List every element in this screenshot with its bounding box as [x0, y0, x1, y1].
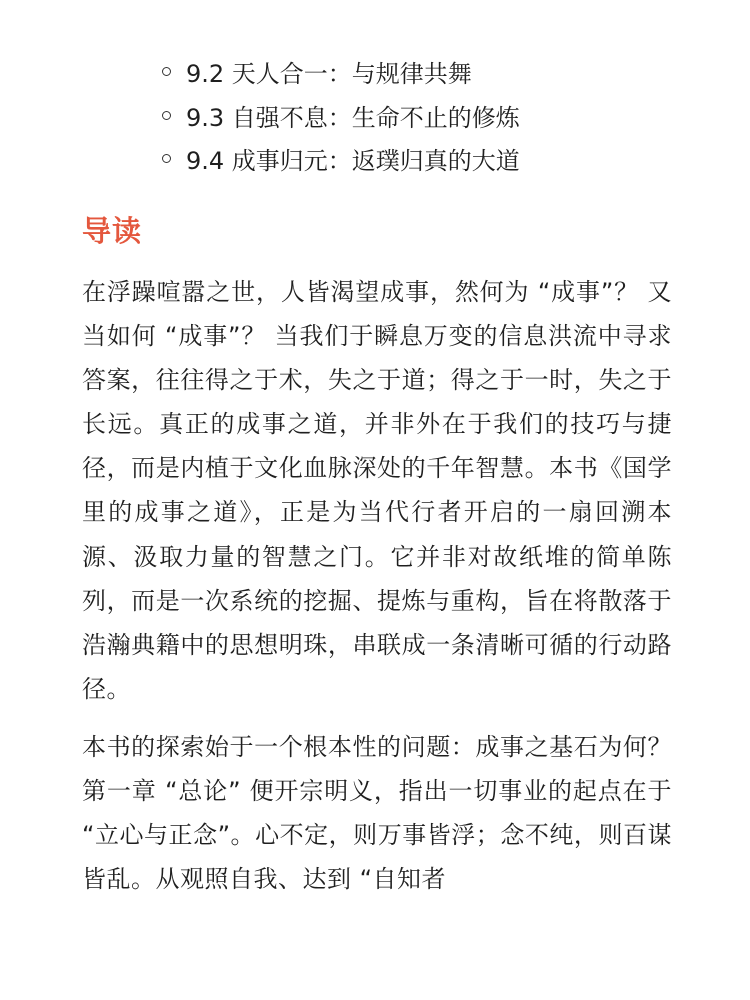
- hollow-circle-bullet-icon: [162, 67, 171, 76]
- paragraph: 本书的探索始于一个根本性的问题：成事之基石为何？第一章 “总论” 便开宗明义，指出一切事业的起点在于 “立心与正念”。心不定，则万事皆浮；念不纯，则百谋皆乱。从观照自我、达到 “自知者: [82, 732, 672, 894]
- body-text: [82, 270, 672, 915]
- section-heading: 导读: [82, 214, 143, 248]
- toc-item[interactable]: [162, 94, 520, 138]
- toc-item-label: 9.2 天人合一：与规律共舞: [186, 60, 472, 89]
- paragraph: 在浮躁喧嚣之世，人皆渴望成事，然何为 “成事”？ 又当如何 “成事”？ 当我们于瞬息万变的信息洪流中寻求答案，往往得之于术，失之于道；得之于一时，失之于长远。真正的成事之道，并非外在于我们的技巧与捷径，而是内植于文化血脉深处的千年智慧。本书《国学里的成事之道》，正是为当代行者开启的一扇回溯本源、汲取力量的智慧之门。它并非对故纸堆的简单陈列，而是一次系统的挖掘、提炼与重构，旨在将散落于浩瀚典籍中的思想明珠，串联成一条清晰可循的行动路径。: [82, 278, 672, 703]
- toc-item[interactable]: [162, 137, 520, 181]
- hollow-circle-bullet-icon: [162, 111, 171, 120]
- table-of-contents-list: [162, 50, 520, 181]
- toc-item[interactable]: [162, 50, 520, 94]
- toc-item-label: 9.4 成事归元：返璞归真的大道: [186, 147, 520, 176]
- toc-item-label: 9.3 自强不息：生命不止的修炼: [186, 103, 520, 132]
- hollow-circle-bullet-icon: [162, 154, 171, 163]
